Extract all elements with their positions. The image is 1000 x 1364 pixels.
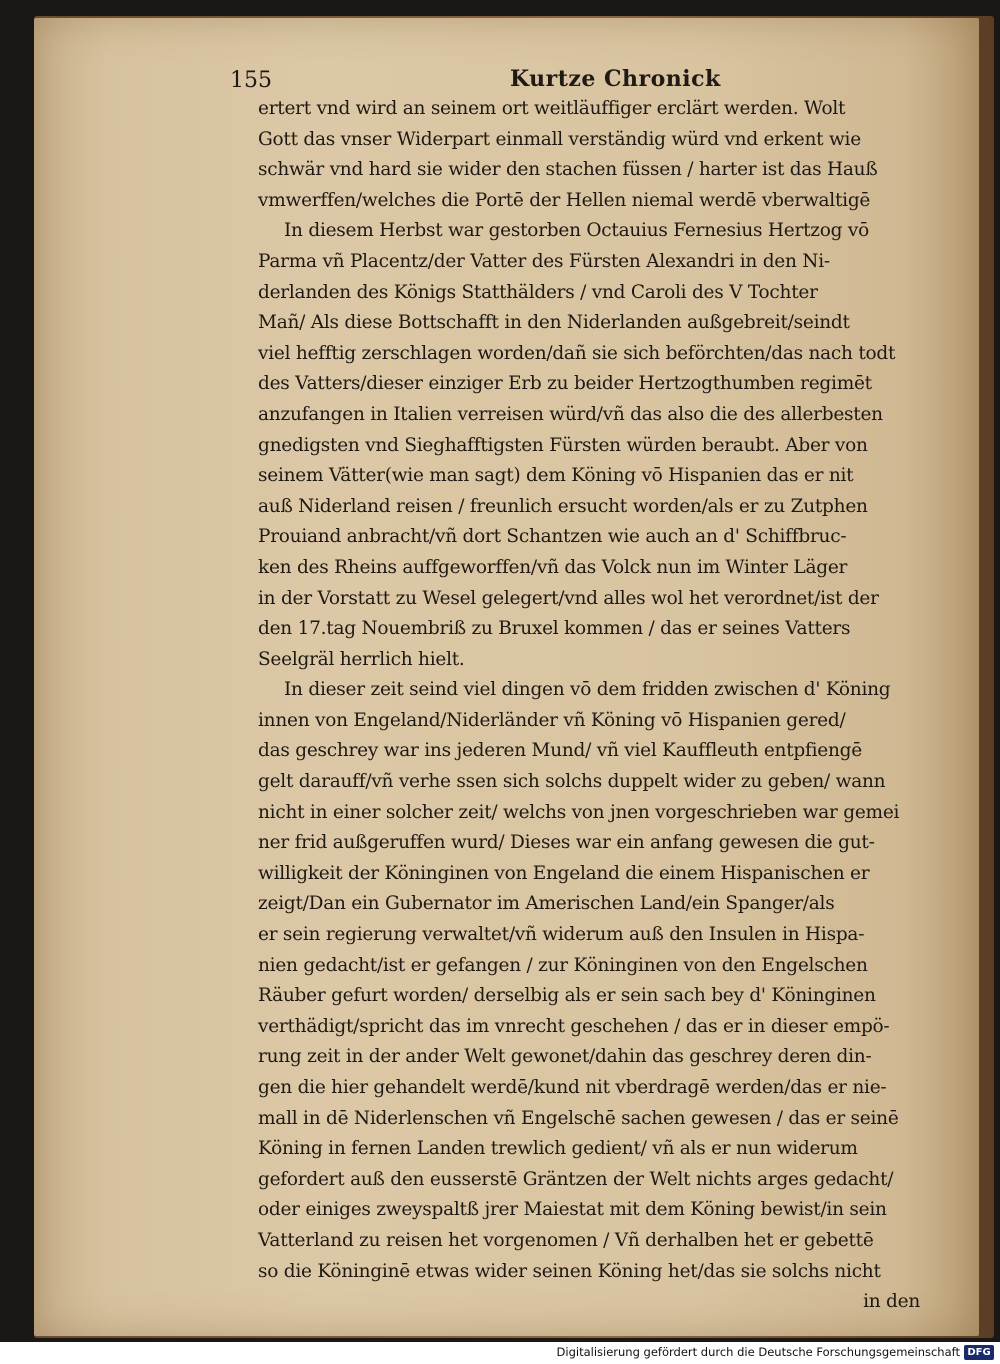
text-line: Parma vñ Placentz/der Vatter des Fürsten Alexandri in den Ni- xyxy=(258,250,830,272)
text-line: rung zeit in der ander Welt gewonet/dahin das geschrey deren din- xyxy=(258,1046,872,1068)
text-line: in den xyxy=(863,1291,920,1313)
text-line: er sein regierung verwaltet/vñ widerum auß den Insulen in Hispa- xyxy=(258,924,865,946)
text-line: Gott das vnser Widerpart einmall verständig würd vnd erkent wie xyxy=(258,128,861,150)
text-line: anzufangen in Italien verreisen würd/vñ das also die des allerbesten xyxy=(258,403,883,425)
text-line: den 17.tag Nouembriß zu Bruxel kommen / das er seines Vatters xyxy=(258,618,851,640)
text-line: Seelgräl herrlich hielt. xyxy=(258,648,465,670)
text-line: schwär vnd hard sie wider den stachen füssen / harter ist das Hauß xyxy=(258,159,878,181)
dfg-logo-icon: DFG xyxy=(964,1345,994,1360)
text-line: Mañ/ Als diese Bottschafft in den Niderlanden außgebreit/seindt xyxy=(258,312,850,334)
text-line: mall in dē Niderlenschen vñ Engelschē sachen gewesen / das er seinē xyxy=(258,1107,899,1129)
text-line: ertert vnd wird an seinem ort weitläuffiger erclärt werden. Wolt xyxy=(258,98,846,119)
text-line: gelt darauff/vñ verhe ssen sich solchs duppelt wider zu geben/ wann xyxy=(258,771,886,793)
text-line: zeigt/Dan ein Gubernator im Amerischen Land/ein Spanger/als xyxy=(258,893,835,915)
text-line: in der Vorstatt zu Wesel gelegert/vnd alles wol het verordnet/ist der xyxy=(258,587,879,609)
text-line: ner frid außgeruffen wurd/ Dieses war ein anfang gewesen die gut- xyxy=(258,832,875,854)
text-line: seinem Vätter(wie man sagt) dem Köning vō Hispanien das er nit xyxy=(258,465,854,487)
text-line: derlanden des Königs Statthälders / vnd Caroli des V Tochter xyxy=(258,281,818,303)
text-line: auß Niderland reisen / freunlich ersucht worden/als er zu Zutphen xyxy=(258,495,868,517)
text-line: gefordert auß den eusserstē Gräntzen der Welt nichts arges gedacht/ xyxy=(258,1168,894,1190)
text-line: verthädigt/spricht das im vnrecht geschehen / das er in dieser empö- xyxy=(258,1015,890,1037)
text-line: des Vatters/dieser einziger Erb zu beider Hertzogthumben regimēt xyxy=(258,373,872,395)
text-line: oder einiges zweyspaltß jrer Maiestat mit dem Köning bewist/in sein xyxy=(258,1199,887,1221)
text-line: so die Köninginē etwas wider seinen Köning het/das sie solchs nicht xyxy=(258,1260,881,1282)
text-line: willigkeit der Köninginen von Engeland die einem Hispanischen er xyxy=(258,862,870,884)
text-line: ken des Rheins auffgeworffen/vñ das Volck nun im Winter Läger xyxy=(258,556,848,578)
funding-credit: Digitalisierung gefördert durch die Deutsche Forschungsgemeinschaft xyxy=(556,1345,960,1359)
text-line: nicht in einer solcher zeit/ welchs von jnen vorgeschrieben war gemei xyxy=(258,801,900,823)
text-line: nien gedacht/ist er gefangen / zur Köninginen von den Engelschen xyxy=(258,954,868,976)
text-line: Prouiand anbracht/vñ dort Schantzen wie auch an d' Schiffbruc- xyxy=(258,526,847,548)
text-line: In dieser zeit seind viel dingen vō dem fridden zwischen d' Köning xyxy=(284,679,891,701)
running-head: Kurtze Chronick xyxy=(510,66,721,92)
body-text xyxy=(258,94,938,1318)
text-line: Köning in fernen Landen trewlich gedient/ vñ als er nun widerum xyxy=(258,1138,858,1160)
text-line: das geschrey war ins jederen Mund/ vñ viel Kauffleuth entpfiengē xyxy=(258,740,862,762)
text-line: Räuber gefurt worden/ derselbig als er sein sach bey d' Köninginen xyxy=(258,985,876,1007)
text-line: gnedigsten vnd Sieghafftigsten Fürsten würden beraubt. Aber von xyxy=(258,434,868,456)
text-line: innen von Engeland/Niderländer vñ Köning vō Hispanien gered/ xyxy=(258,709,846,731)
text-line: gen die hier gehandelt werdē/kund nit vberdragē werden/das er nie- xyxy=(258,1077,887,1098)
text-line: Vatterland zu reisen het vorgenomen / Vñ derhalben het er gebettē xyxy=(258,1229,874,1251)
footer-bar xyxy=(0,1342,1000,1364)
text-line: viel hefftig zerschlagen worden/dañ sie sich beförchten/das nach todt xyxy=(258,342,896,364)
text-line: In diesem Herbst war gestorben Octauius Fernesius Hertzog vō xyxy=(284,220,869,242)
text-line: vmwerffen/welches die Portē der Hellen niemal werdē vberwaltigē xyxy=(258,189,871,211)
page-number: 155 xyxy=(230,68,272,93)
